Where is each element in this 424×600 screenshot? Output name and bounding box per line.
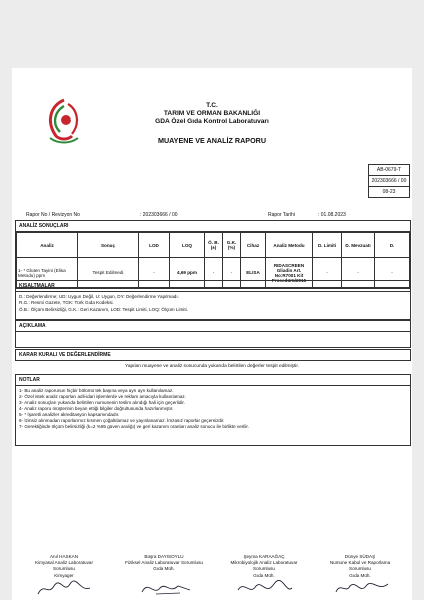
cell-device: ELISA — [241, 258, 266, 288]
col-recovery: G.K. (%) — [223, 233, 241, 258]
note-item: 2- Özel istek analiz raporları adli-idari işlemlerde ve reklam amacıyla kullanılamaz. — [19, 394, 186, 399]
col-method: Analiz Metodu — [266, 233, 313, 258]
signer-role: Numune Kabul ve Raporlama — [329, 560, 391, 566]
signature-scribble-3 — [234, 578, 294, 598]
decision-text: Yapılan muayene ve analiz sonucunda yukarıda belirtilen değerler tespit edilmiştir. — [124, 364, 300, 369]
signer-role: Sorumlusu — [253, 566, 275, 572]
code-report: 202303666 / 00 — [369, 176, 409, 187]
signer-name: Dünye SÜDAŞ — [344, 554, 376, 559]
cell-lod: - — [139, 258, 170, 288]
signature-block-3 — [216, 554, 312, 579]
report-title: MUAYENE VE ANALİZ RAPORU — [157, 136, 267, 145]
signature-scribble-4 — [332, 578, 392, 598]
report-date-label: Rapor Tarihi — [268, 212, 295, 218]
cell-evaluation: - — [375, 258, 410, 288]
code-date: 08-23 — [382, 189, 396, 195]
cell-result: Tespit Edilmedi — [78, 258, 139, 288]
col-result: Sonuç — [78, 233, 139, 258]
abbrev-section — [15, 280, 411, 320]
note-item: 6- İzinsiz alınmadan raporlarımız kısmen çoğaltılamaz ve yayınlanamaz. İmzasız raporlar geçersizdir. — [19, 418, 225, 423]
signer-title: Gıda Müh. — [253, 572, 275, 578]
signer-name: Anıl HASKAN — [49, 554, 79, 559]
signer-title: Kimyager — [54, 572, 74, 578]
report-no-label: Rapor No / Revizyon No — [26, 212, 80, 218]
signature-block-1 — [16, 554, 112, 579]
cell-limit: - — [313, 258, 342, 288]
abbrev-line1: D.: Değerlendirme; UD: Uygun Değil, U: Uygun, DY: Değerlendirme Yapılmadı. — [19, 294, 179, 299]
report-page — [12, 68, 412, 600]
col-lod: LOD — [139, 233, 170, 258]
col-device: Cihaz — [241, 233, 266, 258]
abbrev-line2: R.G.: Resmi Gazete, TGK: Türk Gıda Kodeksi. — [19, 300, 114, 306]
col-analysis: Analiz — [17, 233, 78, 258]
signer-name: Şeyma KARAAĞAÇ — [243, 554, 285, 559]
col-limit: D. Limiti — [313, 233, 342, 258]
decision-title: KARAR KURALI VE DEĞERLENDİRME — [19, 352, 111, 358]
note-item: 7- Gerektiğinde ölçüm belirsizliği (k=2 %95 güven aralığı) ve geri kazanım oranları analiz sonucu ile birlikte verilir. — [19, 424, 249, 429]
col-loq: LOQ — [170, 233, 205, 258]
notes-body — [16, 386, 410, 432]
cell-method: RIDASCREEN Gliadin Art. No:R7001 Kit Prosedürü/2015 — [266, 258, 313, 288]
cell-loq: 4,69 ppm — [170, 258, 205, 288]
abbrev-body — [16, 292, 410, 315]
signature-scribble-1 — [34, 578, 94, 598]
decision-section — [15, 349, 411, 361]
col-uncertainty: Ö. B. (±) — [205, 233, 223, 258]
signer-name: Büşra DAYISOYLU — [144, 554, 184, 559]
abbrev-line3: Ö.B.: Ölçüm Belirsizliği, G.K.: Geri Kazanım, LOD: Tespit Limiti, LOQ: Ölçüm Limiti. — [19, 306, 188, 312]
signer-role: Mikrobiyolojik Analiz Laboratuvar — [230, 560, 298, 566]
header-ministry: TARIM VE ORMAN BAKANLIĞI — [163, 110, 261, 117]
code-box — [368, 164, 410, 198]
header-lab: GDA Özel Gıda Kontrol Laboratuvarı — [155, 118, 269, 125]
explanation-title: AÇIKLAMA — [16, 321, 410, 332]
cell-analysis: 1- * Gluten Tayini (Elisa Metodu) ppm — [17, 258, 78, 288]
results-section — [15, 220, 411, 289]
cell-uncertainty: - — [205, 258, 223, 288]
note-item: 4- Analiz raporu müşterinin beyan ettiği bilgiler doğrultusunda hazırlanmıştır. — [19, 406, 174, 411]
signer-role: Sorumlusu — [349, 566, 371, 572]
results-title: ANALİZ SONUÇLARI — [16, 221, 410, 232]
note-item: 3- Analiz sonuçları yukarıda belirtilen numunenin teslim alındığı hali için geçerlidir. — [19, 400, 185, 405]
cell-regulation: - — [342, 258, 375, 288]
signature-block-2 — [116, 554, 212, 573]
signer-role: Sorumlusu — [53, 566, 75, 572]
report-no-value: : 202303666 / 00 — [140, 212, 178, 218]
signer-role: Fiziksel Analiz Laboratuvar Sorumlusu — [125, 560, 203, 566]
note-item: 1- Bu analiz raporunun hiçbir bölümü tek başına veya ayrı ayrı kullanılamaz. — [19, 388, 174, 393]
explanation-section — [15, 320, 411, 348]
signature-block-4 — [312, 554, 408, 579]
cell-recovery: - — [223, 258, 241, 288]
signature-scribble-2 — [136, 578, 196, 598]
signer-title: Gıda Müh. — [349, 572, 371, 578]
header-line1: T.C. — [206, 102, 218, 109]
signer-role: Kimyasal Analiz Laboratuvar — [35, 560, 93, 566]
report-date-value: : 01.08.2023 — [318, 212, 346, 218]
code-accreditation: AB-0679-T — [369, 165, 409, 176]
col-regulation: D. Mevzuatı — [342, 233, 375, 258]
signer-title: Gıda Müh. — [153, 566, 175, 572]
results-header-row — [17, 233, 410, 258]
col-evaluation: D. — [375, 233, 410, 258]
notes-section — [15, 374, 411, 446]
abbrev-title: KISALTMALAR — [16, 281, 410, 292]
notes-title: NOTLAR — [16, 375, 410, 386]
note-item: 5- * İşaretli analizler akreditasyon kapsamındadır. — [19, 412, 120, 417]
